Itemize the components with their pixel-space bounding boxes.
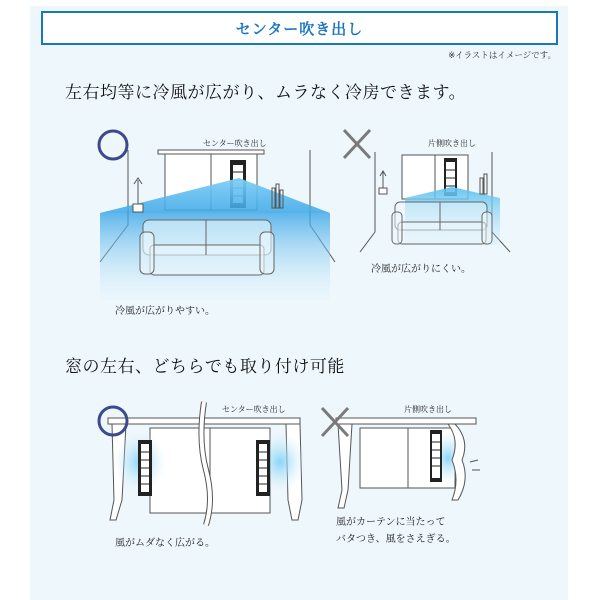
room-side-label: 片側吹き出し	[428, 139, 476, 148]
image-note: ※イラストはイメージです。	[448, 51, 556, 61]
window-side-label: 片側吹き出し	[404, 405, 452, 414]
room-center-caption: 冷風が広がりやすい。	[115, 306, 215, 317]
section1-heading: 左右均等に冷風が広がり、ムラなく冷房できます。	[65, 83, 467, 103]
room-side-caption: 冷風が広がりにくい。	[371, 264, 471, 275]
room-center-label: センター吹き出し	[203, 139, 267, 148]
window-side-caption-line2: バタつき、風をさえぎる。	[336, 534, 456, 545]
window-center-caption: 風がムダなく広がる。	[115, 538, 215, 549]
window-center-label: センター吹き出し	[222, 405, 286, 414]
section2-heading: 窓の左右、どちらでも取り付け可能	[65, 357, 345, 377]
page-title: センター吹き出し	[235, 19, 364, 38]
cross-icon	[318, 404, 358, 444]
window-side-caption-line1: 風がカーテンに当たって	[336, 517, 446, 528]
